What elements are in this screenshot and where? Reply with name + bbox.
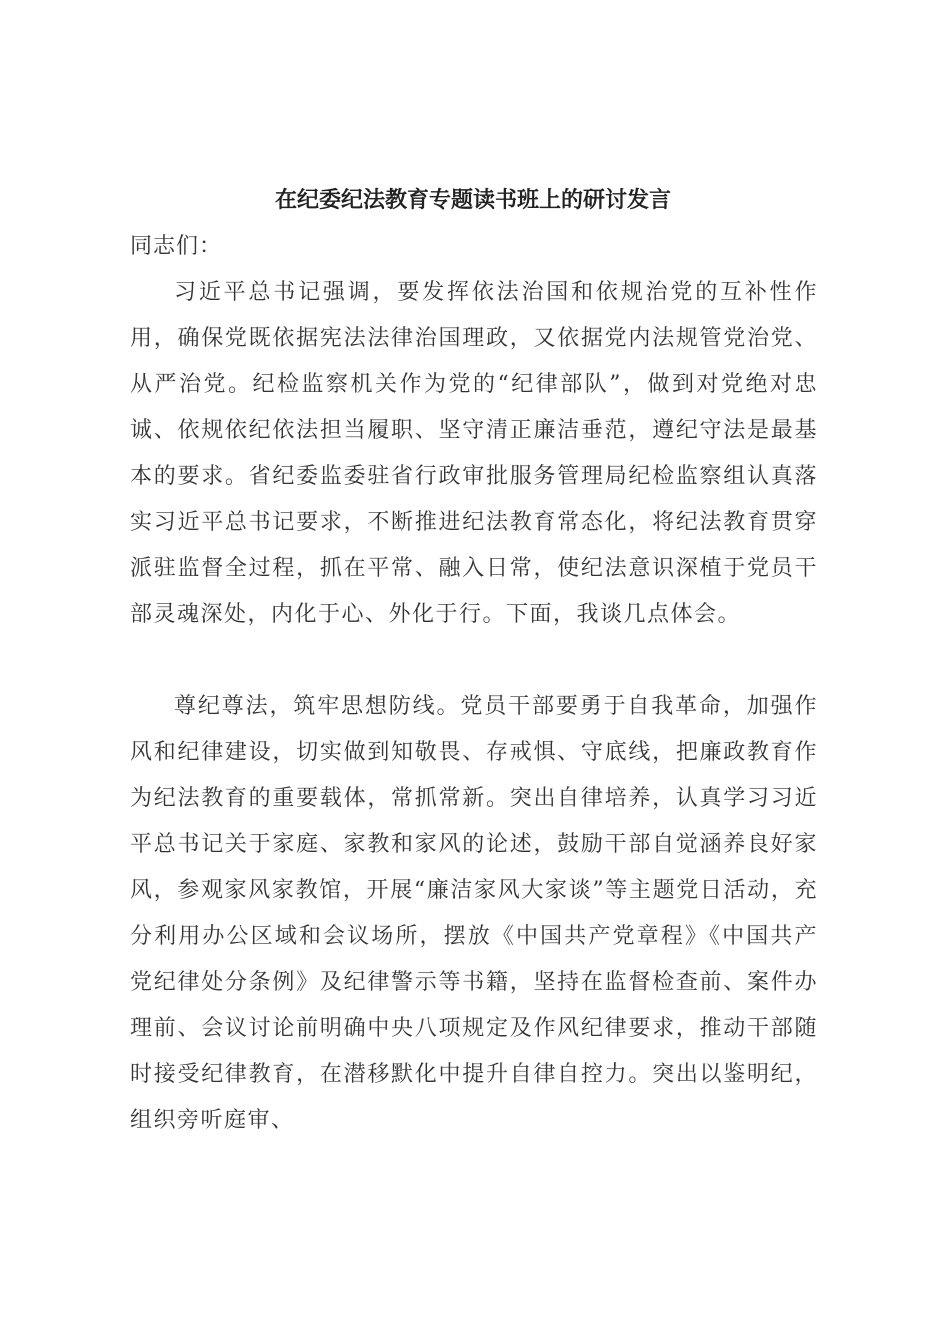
paragraph-intro: 习近平总书记强调，要发挥依法治国和依规治党的互补性作用，确保党既依据宪法法律治国理政，又依据党内法规管党治党、从严治党。纪检监察机关作为党的“纪律部队”，做到对党绝对忠诚、依规依纪依法担当履职、坚守清正廉洁垂范，遵纪守法是最基本的要求。省纪委监委驻省行政审批服务管理局纪检监察组认真落实习近平总书记要求，不断推进纪法教育常态化，将纪法教育贯穿派驻监督全过程，抓在平常、融入日常，使纪法意识深植于党员干部灵魂深处，内化于心、外化于行。下面，我谈几点体会。: [130, 280, 818, 627]
salutation: 同志们：: [130, 234, 223, 259]
paragraph-discipline: 尊纪尊法，筑牢思想防线。党员干部要勇于自我革命，加强作风和纪律建设，切实做到知敬畏、存戒惧、守底线，把廉政教育作为纪法教育的重要载体，常抓常新。突出自律培养，认真学习习近平总书记关于家庭、家教和家风的论述，鼓励干部自觉涵养良好家风，参观家风家教馆，开展“廉洁家风大家谈”等主题党日活动，充分利用办公区域和会议场所，摆放《中国共产党章程》《中国共产党纪律处分条例》及纪律警示等书籍，坚持在监督检查前、案件办理前、会议讨论前明确中央八项规定及作风纪律要求，推动干部随时接受纪律教育，在潜移默化中提升自律自控力。突出以鉴明纪，组织旁听庭审、: [130, 694, 818, 1133]
document-title: 在纪委纪法教育专题读书班上的研讨发言: [274, 187, 671, 213]
